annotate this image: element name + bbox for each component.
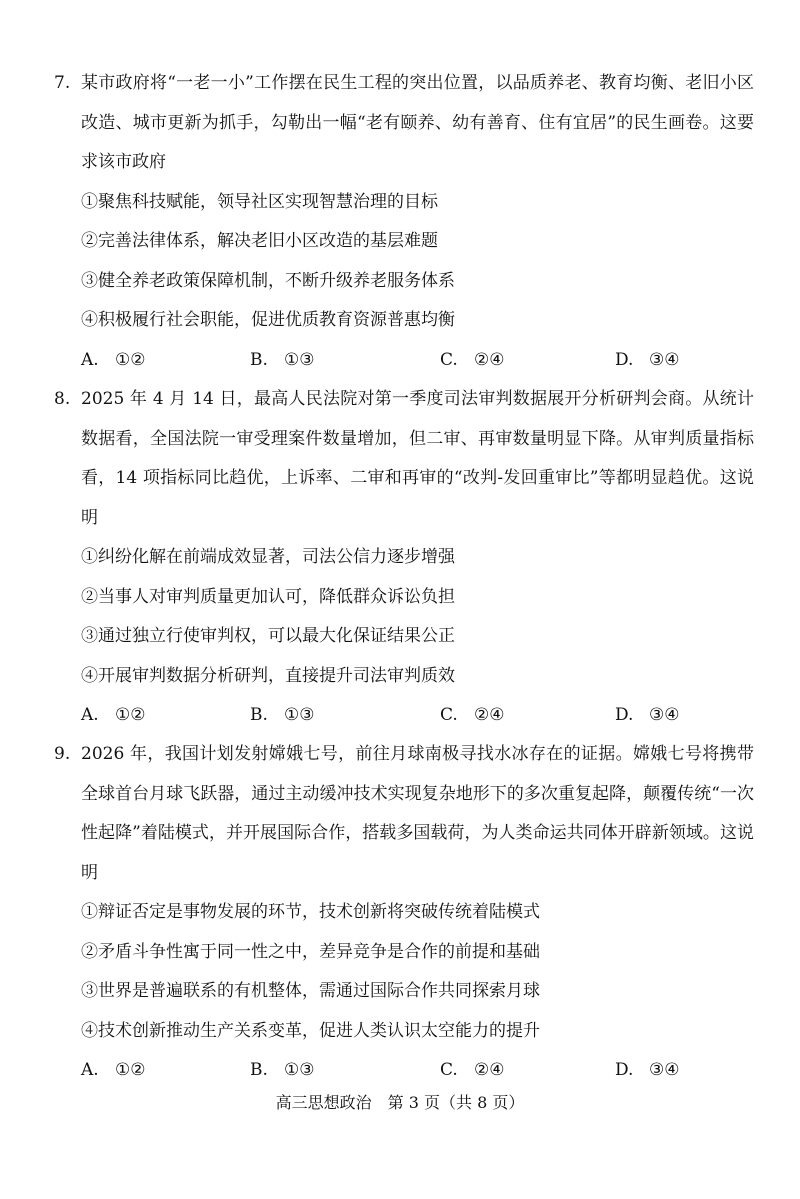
choice-text: ③④ [649, 349, 680, 370]
question-stem [54, 380, 754, 538]
choice-b [250, 1051, 314, 1091]
choice-text: ①③ [284, 1060, 315, 1080]
question-9 [54, 735, 754, 1091]
question-number: 8. [54, 389, 71, 409]
choice-text: ②④ [474, 349, 505, 370]
question-text: 2026 年，我国计划发射嫦娥七号，前往月球南极寻找水冰存在的证据。嫦娥七号将携带全球首台月球飞跃器，通过主动缓冲技术实现复杂地形下的多次重复起降，颠覆传统“一次性起降”着陆模式，并开展国际合作，搭载多国载荷，为人类命运共同体开辟新领域。这说明 [81, 744, 754, 883]
choice-text: ①② [115, 349, 146, 370]
choice-c [440, 1051, 504, 1091]
choice-text: ①② [115, 705, 146, 725]
statement-option: ①纠纷化解在前端成效显著，司法公信力逐步增强 [81, 547, 455, 567]
question-number: 7. [54, 73, 71, 93]
choice-a [81, 696, 145, 736]
choice-a [81, 341, 145, 381]
choice-b [250, 696, 314, 736]
question-number: 9. [54, 744, 71, 764]
choice-letter: D. [615, 349, 634, 370]
choice-letter: D. [615, 705, 634, 725]
choice-text: ①③ [284, 349, 315, 370]
choice-d [615, 341, 679, 381]
answer-choices [54, 1051, 754, 1091]
choice-letter: A. [81, 1060, 99, 1080]
statement-option: ①辩证否定是事物发展的环节，技术创新将突破传统着陆模式 [81, 902, 540, 922]
choice-letter: D. [615, 1060, 634, 1080]
answer-choices [54, 341, 754, 381]
choice-letter: B. [250, 705, 268, 725]
statement-option: ①聚焦科技赋能，领导社区实现智慧治理的目标 [81, 191, 438, 212]
statement-option: ②当事人对审判质量更加认可，降低群众诉讼负担 [81, 586, 455, 607]
statement-option: ②矛盾斗争性寓于同一性之中，差异竞争是合作的前提和基础 [81, 941, 540, 962]
choice-letter: C. [440, 1060, 458, 1080]
choice-a [81, 1051, 145, 1091]
question-7 [54, 64, 754, 381]
question-text: 2025 年 4 月 14 日，最高人民法院对第一季度司法审判数据展开分析研判会商。从统计数据看，全国法院一审受理案件数量增加，但二审、再审数量明显下降。从审判质量指标看，14 项指标同比趋优，上诉率、二审和再审的“改判-发回重审比”等都明显趋优。这说明 [81, 389, 754, 528]
statement-option: ④开展审判数据分析研判，直接提升司法审判质效 [81, 665, 455, 686]
choice-text: ③④ [649, 705, 680, 725]
statement-option: ③通过独立行使审判权，可以最大化保证结果公正 [81, 626, 455, 646]
statement-option: ④技术创新推动生产关系变革，促进人类认识太空能力的提升 [81, 1020, 540, 1041]
statement-option: ③健全养老政策保障机制，不断升级养老服务体系 [81, 270, 455, 291]
choice-b [250, 341, 314, 381]
choice-letter: C. [440, 705, 458, 725]
choice-c [440, 696, 504, 736]
answer-choices [54, 696, 754, 736]
choice-letter: C. [440, 349, 458, 370]
statement-option: ②完善法律体系，解决老旧小区改造的基层难题 [81, 231, 438, 251]
choice-letter: A. [81, 705, 99, 725]
choice-d [615, 696, 679, 736]
choice-text: ①③ [284, 705, 315, 725]
statement-option: ③世界是普遍联系的有机整体，需通过国际合作共同探索月球 [81, 981, 540, 1001]
choice-text: ②④ [474, 1060, 505, 1080]
question-stem [54, 735, 754, 893]
page-footer: 高三思想政治 第 3 页（共 8 页） [275, 1093, 525, 1112]
choice-letter: B. [250, 1060, 268, 1080]
choice-text: ②④ [474, 705, 505, 725]
choice-letter: B. [250, 349, 268, 370]
question-text: 某市政府将“一老一小”工作摆在民生工程的突出位置，以品质养老、教育均衡、老旧小区改造、城市更新为抓手，勾勒出一幅“老有颐养、幼有善育、住有宜居”的民生画卷。这要求该市政府 [81, 73, 754, 172]
choice-text: ③④ [649, 1060, 680, 1080]
choice-letter: A. [81, 349, 99, 370]
choice-d [615, 1051, 679, 1091]
question-8 [54, 380, 754, 736]
statement-option: ④积极履行社会职能，促进优质教育资源普惠均衡 [81, 310, 455, 330]
question-stem [54, 64, 754, 183]
choice-text: ①② [115, 1060, 146, 1080]
choice-c [440, 341, 504, 381]
